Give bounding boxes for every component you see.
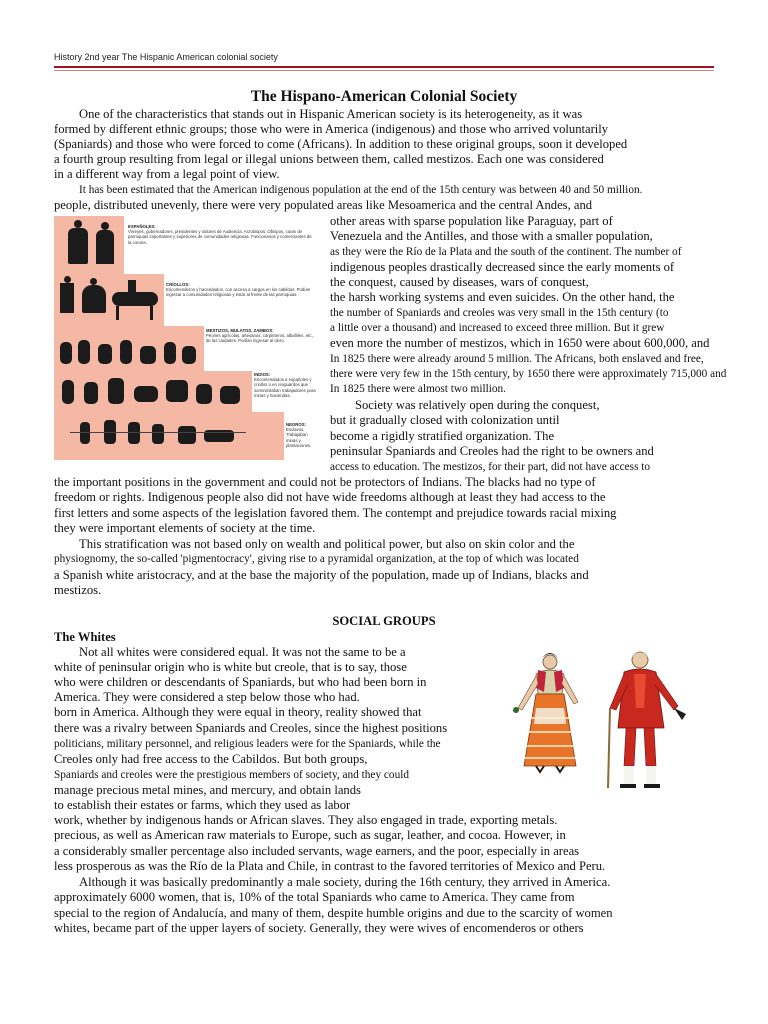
text-line: who were children or descendants of Spaniards, but who had been born in [54, 675, 427, 689]
enslaved-silhouette [152, 424, 164, 444]
text-line: people, distributed unevenly, there were very populated areas like Mesoamerica and the central Andes, and [54, 198, 593, 212]
spanish-noble-silhouette [68, 228, 88, 264]
text-line: to establish their estates or farms, which they used as labor [54, 798, 351, 812]
pyramid-label-negros: NEGROS: Esclavos. Trabajaban minas y plantaciones. [286, 422, 312, 448]
colonial-couple-illustration [506, 648, 698, 798]
text-line: indigenous peoples drastically decreased since the early moments of [330, 260, 675, 274]
text-line: Creoles only had free access to the Cabildos. But both groups, [54, 752, 368, 766]
text-line: a considerably smaller percentage also included servants, wage earners, and the poor, especially in areas [54, 844, 580, 858]
text-line: other areas with sparse population like Paraguay, part of [330, 214, 613, 228]
document-title: The Hispano-American Colonial Society [250, 88, 518, 105]
text-line: Although it was basically predominantly a male society, during the 16th century, they arrived in America. [79, 875, 611, 889]
creole-silhouette [60, 283, 74, 313]
text-line: (Spaniards) and those who were forced to come (Africans). In addition to these original groups, soon it developed [54, 137, 628, 151]
text-line: white of peninsular origin who is white but creole, that is to say, those [54, 660, 407, 674]
text-line: One of the characteristics that stands out in Hispanic American society is its heterogeneity, as it was [79, 107, 583, 121]
couple-drawing [506, 648, 698, 798]
chain-line [70, 432, 246, 433]
horse-rider-silhouette [112, 292, 158, 306]
text-line: In 1825 there were almost two million. [330, 383, 507, 395]
text-line: a Spanish white aristocracy, and at the base the majority of the population, made up of Indians, blacks and [54, 568, 589, 582]
enslaved-silhouette [178, 426, 196, 444]
text-line: as they were the Río de la Plata and the south of the continent. The number of [330, 246, 682, 258]
subsection-heading: The Whites [54, 630, 116, 644]
text-line: In 1825 there were already around 5 million. The Africans, both enslaved and free, [330, 353, 704, 365]
mulatto-silhouette [98, 344, 112, 364]
zambo-silhouette [120, 340, 132, 364]
horse-leg [116, 306, 119, 320]
text-line: the important positions in the government and could not be protectors of Indians. The blacks had no type of [54, 475, 596, 489]
text-line: whites, became part of the upper layers of society. Generally, they were wives of encomenderos or others [54, 921, 584, 935]
text-line: formed by different ethnic groups; those who were in America (indigenous) and those who arrived voluntarily [54, 122, 609, 136]
text-line: freedom or rights. Indigenous people also did not have wide freedoms although at least they had access to the [54, 490, 606, 504]
figure-head [74, 220, 82, 228]
pyramid-label-espanoles: ESPAÑOLES: Virreyes, gobernadores, presidentes y oidores de Audiencia. Arzobispos, Obispos, curas de parroquias importantes y superiores de comunidades religiosas. Funcionarios y comerciantes de la corona. [128, 224, 312, 245]
text-line: precious, as well as American raw materials to Europe, such as sugar, leather, and cocoa. However, in [54, 828, 566, 842]
text-line: access to education. The mestizos, for their part, did not have access to [330, 461, 651, 473]
horse-leg [150, 306, 153, 320]
text-line: physiognomy, the so-called 'pigmentocracy', giving rise to a pyramidal organization, at the top of which was located [54, 553, 579, 565]
social-pyramid-figure [54, 216, 322, 460]
text-line: mestizos. [54, 583, 102, 597]
text-line: It has been estimated that the American indigenous population at the end of the 15th century was between 40 and 50 million. [79, 184, 643, 196]
text-line: they were important elements of society at the time. [54, 521, 316, 535]
section-heading: SOCIAL GROUPS [332, 614, 436, 628]
indigenous-silhouette [108, 378, 124, 404]
text-line: born in America. Although they were equal in theory, reality showed that [54, 705, 422, 719]
indigenous-silhouette [220, 386, 240, 404]
worker-silhouette [164, 342, 176, 364]
text-line: there were very few in the 15th century, by 1650 there were approximately 715,000 and [330, 368, 727, 380]
artisan-silhouette [140, 346, 156, 364]
text-line: peninsular Spaniards and Creoles had the right to be owners and [330, 444, 654, 458]
page-header: History 2nd year The Hispanic American colonial society [54, 52, 278, 62]
text-line: even more the number of mestizos, which in 1650 were about 600,000, and [330, 336, 710, 350]
header-rule-thin [54, 70, 714, 71]
indigenous-silhouette [84, 382, 98, 404]
text-line: a little over a thousand) and increased to exceed three million. But it grew [330, 322, 665, 334]
mestizo-silhouette [78, 340, 90, 364]
text-line: This stratification was not based only on wealth and political power, but also on skin color and the [79, 537, 575, 551]
text-line: politicians, military personnel, and religious leaders were for the Spaniards, while the [54, 738, 441, 750]
figure-head [64, 276, 71, 283]
text-line: first letters and some aspects of the legislation favored them. The contempt and prejudice towards racial mixing [54, 506, 617, 520]
mestizo-silhouette [60, 342, 72, 364]
text-line: work, whether by indigenous hands or African slaves. They also engaged in trade, exporting metals. [54, 813, 558, 827]
worker-silhouette [182, 346, 196, 364]
text-line: Venezuela and the Antilles, and those with a smaller population, [330, 229, 653, 243]
text-line: manage precious metal mines, and mercury, and obtain lands [54, 783, 361, 797]
indigenous-silhouette [166, 380, 188, 402]
text-line: the harsh working systems and even suicides. On the other hand, the [330, 290, 675, 304]
text-line: less prosperous as was the Río de la Plata and Chile, in contrast to the favored territories of Mexico and Peru. [54, 859, 606, 873]
text-line: the number of Spaniards and creoles was very small in the 15th century (to [330, 307, 669, 319]
text-line: Not all whites were considered equal. It was not the same to be a [79, 645, 406, 659]
indigenous-silhouette [62, 380, 74, 404]
text-line: there was a rivalry between Spaniards and Creoles, since the highest positions [54, 721, 448, 735]
spanish-clergy-silhouette [96, 230, 114, 264]
figure-head [101, 222, 109, 230]
text-line: America. They were considered a step below those who had. [54, 690, 360, 704]
text-line: the conquest, caused by diseases, wars of conquest, [330, 275, 589, 289]
llama-silhouette [134, 386, 158, 402]
text-line: a fourth group resulting from legal or illegal unions between them, called mestizos. Each one was considered [54, 152, 604, 166]
text-line: Society was relatively open during the conquest, [355, 398, 600, 412]
indigenous-silhouette [196, 384, 212, 404]
rider [128, 280, 136, 294]
pyramid-label-indios: INDIOS: Encomendados a españoles y criollos o en resguardos que suministraban trabajadores para minas y haciendas. [254, 372, 316, 398]
text-line: approximately 6000 women, that is, 10% of the total Spaniards who came to America. They came from [54, 890, 575, 904]
text-line: in a different way from a legal point of view. [54, 167, 280, 181]
pyramid-label-mestizos: MESTIZOS, MULATOS, ZAMBOS: Peones agrícolas, artesanos, carpinteros, albañiles, etc., de las ciudades. Podían ingresar al clero. [206, 328, 314, 344]
creole-woman-silhouette [82, 285, 106, 313]
header-rule [54, 66, 714, 68]
text-line: but it gradually closed with colonization until [330, 413, 560, 427]
text-line: special to the region of Andalucía, and many of them, despite humble origins and due to the scarcity of women [54, 906, 613, 920]
text-line: Spaniards and creoles were the prestigious members of society, and they could [54, 769, 410, 781]
pyramid-label-criollos: CRIOLLOS: Encomenderos y hacendados, con acceso a cargos en los cabildos. Podían ingresar a comunidades religiosas y estar al frente de las parroquias. [166, 282, 311, 298]
enslaved-silhouette [128, 422, 140, 444]
text-line: become a rigidly stratified organization. The [330, 429, 555, 443]
figure-head [90, 278, 97, 285]
enslaved-silhouette [80, 422, 90, 444]
